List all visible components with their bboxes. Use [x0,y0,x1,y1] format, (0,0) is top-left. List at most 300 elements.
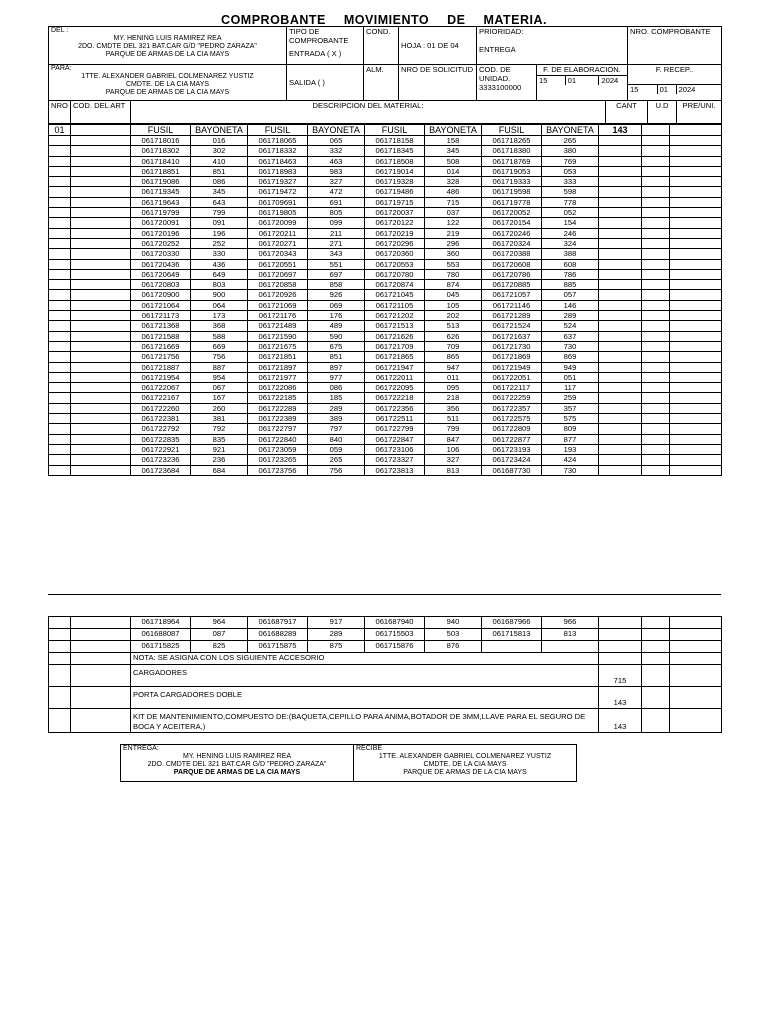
empty-cell [71,424,131,434]
empty-cell [642,331,670,341]
fusil-serial: 061721865 [365,352,425,362]
fusil-serial: 061722809 [482,424,542,434]
fusil-serial: 061722792 [131,424,191,434]
fusil-serial: 061723424 [482,455,542,465]
fusil-serial: 061720608 [482,259,542,269]
empty-cell [49,424,71,434]
bayoneta-serial: 524 [542,321,599,331]
para-line: 1TTE. ALEXANDER GABRIEL COLMENAREZ YUSTIZ [81,73,254,80]
bayoneta-serial: 684 [191,465,248,475]
empty-cell [49,249,71,259]
empty-cell [49,383,71,393]
table-row [49,259,722,269]
empty-cell [670,362,722,372]
empty-cell [71,269,131,279]
col-nro-label: NRO [49,101,71,123]
fusil-serial: 061718158 [365,136,425,146]
empty-cell [670,709,722,733]
f-recep-day: 15 [628,85,658,94]
fusil-serial: 061722357 [482,403,542,413]
cond-cell [364,27,399,65]
col-header-fusil: FUSIL [248,125,308,136]
bayoneta-serial: 389 [308,414,365,424]
entrega-label: ENTREGA: [123,745,159,752]
bayoneta-serial: 106 [425,444,482,454]
col-header-fusil: FUSIL [482,125,542,136]
empty-cell [642,146,670,156]
bayoneta-serial: 202 [425,311,482,321]
fusil-serial: 061723756 [248,465,308,475]
quantity-total: 143 [599,125,642,136]
empty-cell [71,125,131,136]
empty-cell [599,290,642,300]
empty-cell [599,424,642,434]
del-line: 2DO. CMDTE DEL 321 BAT.CAR G/D "PEDRO ZARAZA" [78,43,257,50]
empty-cell [642,424,670,434]
f-elab-year: 2024 [601,76,619,85]
col-ud-label: U.D [648,101,677,123]
empty-cell [642,249,670,259]
table-row [49,311,722,321]
table-row [49,249,722,259]
fusil-serial: 061719472 [248,187,308,197]
empty-cell [49,403,71,413]
bayoneta-serial: 730 [542,341,599,351]
bayoneta-serial: 756 [308,465,365,475]
fusil-serial: 061718016 [131,136,191,146]
empty-cell [670,300,722,310]
bayoneta-serial: 977 [308,372,365,382]
fusil-serial: 061721588 [131,331,191,341]
bayoneta-serial: 064 [191,300,248,310]
fusil-serial: 061720874 [365,280,425,290]
bayoneta-serial: 799 [425,424,482,434]
empty-cell [71,362,131,372]
bayoneta-serial: 954 [191,372,248,382]
empty-cell [642,208,670,218]
fusil-serial: 061720551 [248,259,308,269]
empty-cell [599,280,642,290]
empty-cell [599,197,642,207]
fusil-serial: 061718463 [248,156,308,166]
empty-cell [71,311,131,321]
empty-cell [599,362,642,372]
table-row [49,455,722,465]
bayoneta-serial: 154 [542,218,599,228]
empty-cell [49,218,71,228]
fusil-serial: 061721069 [248,300,308,310]
table-row [49,177,722,187]
bayoneta-serial: 053 [542,166,599,176]
empty-cell [49,300,71,310]
empty-cell [49,331,71,341]
table-row [49,641,722,653]
empty-cell [599,300,642,310]
bayoneta-serial: 865 [425,352,482,362]
bayoneta-serial: 327 [425,455,482,465]
empty-cell [49,280,71,290]
fusil-serial: 061720697 [248,269,308,279]
bayoneta-serial: 840 [308,434,365,444]
accessory-quantity: 143 [599,687,642,709]
entrega-line: 2DO. CMDTE DEL 321 BAT.CAR G/D "PEDRO ZARAZA" [147,761,327,768]
f-elab-month: 01 [566,76,600,85]
empty-cell [599,629,642,641]
empty-cell [49,629,71,641]
empty-cell [599,617,642,629]
empty-cell [670,341,722,351]
fusil-serial: 061718964 [131,617,191,629]
empty-cell [49,434,71,444]
bayoneta-serial: 949 [542,362,599,372]
del-line: PARQUE DE ARMAS DE LA CIA MAYS [105,51,230,58]
fusil-serial: 061722381 [131,414,191,424]
empty-cell [71,414,131,424]
fusil-serial: 061721709 [365,341,425,351]
table-row [49,166,722,176]
empty-cell [642,653,670,665]
cod-unidad-cell [477,65,537,101]
bayoneta-serial: 513 [425,321,482,331]
table-row [49,444,722,454]
bayoneta-serial: 900 [191,290,248,300]
fusil-serial: 061720052 [482,208,542,218]
empty-cell [642,383,670,393]
fusil-serial: 061718508 [365,156,425,166]
fusil-serial: 061719486 [365,187,425,197]
fusil-serial: 061718065 [248,136,308,146]
signature-table [120,744,577,782]
fusil-serial: 061718769 [482,156,542,166]
empty-cell [670,249,722,259]
continuation-body [49,617,722,733]
table-row [49,393,722,403]
fusil-serial: 061720252 [131,238,191,248]
table-row [49,208,722,218]
bayoneta-serial: 715 [425,197,482,207]
empty-cell [642,125,670,136]
empty-cell [71,187,131,197]
bayoneta-serial: 327 [308,177,365,187]
bayoneta-serial: 803 [191,280,248,290]
fusil-serial: 061722260 [131,403,191,413]
cod-unidad-label: COD. DE UNIDAD. [479,65,511,83]
prioridad-label: PRIORIDAD: [479,27,524,36]
bayoneta-serial: 851 [308,352,365,362]
empty-cell [670,629,722,641]
bayoneta-serial: 835 [191,434,248,444]
fusil-serial: 061715825 [131,641,191,653]
empty-cell [599,641,642,653]
bayoneta-serial: 876 [425,641,482,653]
fusil-serial: 061722259 [482,393,542,403]
empty-cell [49,269,71,279]
empty-cell [642,641,670,653]
fusil-serial: 061719053 [482,166,542,176]
empty-cell [71,372,131,382]
fusil-serial: 061688289 [248,629,308,641]
empty-cell [71,383,131,393]
bayoneta-serial [542,641,599,653]
empty-cell [599,208,642,218]
bayoneta-serial: 649 [191,269,248,279]
empty-cell [670,218,722,228]
fusil-serial: 061719805 [248,208,308,218]
empty-cell [71,617,131,629]
table-row [49,136,722,146]
empty-cell [670,136,722,146]
bayoneta-serial: 296 [425,238,482,248]
fusil-serial: 061721489 [248,321,308,331]
bayoneta-serial: 792 [191,424,248,434]
fusil-serial: 061720885 [482,280,542,290]
bayoneta-serial: 797 [308,424,365,434]
fusil-serial: 061722511 [365,414,425,424]
empty-cell [670,311,722,321]
bayoneta-serial: 067 [191,383,248,393]
bayoneta-serial: 503 [425,629,482,641]
fusil-serial: 061722835 [131,434,191,444]
accessory-quantity: 715 [599,665,642,687]
fusil-serial: 061723327 [365,455,425,465]
nro-comprobante-cell [628,27,722,65]
bayoneta-serial: 333 [542,177,599,187]
bayoneta-serial: 289 [542,311,599,321]
accessory-note: NOTA: SE ASIGNA CON LOS SIGUIENTE ACCESORIO [131,653,599,665]
bayoneta-serial: 780 [425,269,482,279]
empty-cell [49,341,71,351]
fusil-serial: 061715813 [482,629,542,641]
hoja-value: HOJA : 01 DE 04 [401,41,459,50]
bayoneta-serial: 756 [191,352,248,362]
bayoneta-serial: 511 [425,414,482,424]
empty-cell [599,321,642,331]
bayoneta-serial: 302 [191,146,248,156]
fusil-serial: 061720858 [248,280,308,290]
table-row [49,321,722,331]
bayoneta-serial: 265 [542,136,599,146]
fusil-serial: 061722067 [131,383,191,393]
bayoneta-serial: 709 [425,341,482,351]
bayoneta-serial: 966 [542,617,599,629]
f-recep-label: F. RECEP.. [655,65,694,74]
col-header-fusil: FUSIL [131,125,191,136]
bayoneta-serial: 489 [308,321,365,331]
fusil-serial: 061720037 [365,208,425,218]
bayoneta-serial: 691 [308,197,365,207]
empty-cell [599,177,642,187]
bayoneta-serial: 637 [542,331,599,341]
fusil-serial: 061722840 [248,434,308,444]
fusil-serial: 061720219 [365,228,425,238]
fusil-serial: 061721669 [131,341,191,351]
bayoneta-serial: 590 [308,331,365,341]
bayoneta-serial: 675 [308,341,365,351]
entrega-cell [121,745,354,782]
empty-cell [599,156,642,166]
empty-cell [642,156,670,166]
bayoneta-serial: 260 [191,403,248,413]
bayoneta-serial: 086 [191,177,248,187]
bayoneta-serial: 117 [542,383,599,393]
fusil-serial: 061688087 [131,629,191,641]
para-line: CMDTE. DE LA CIA MAYS [125,81,210,88]
bayoneta-serial: 575 [542,414,599,424]
fusil-serial: 061687730 [482,465,542,475]
recibe-line: 1TTE. ALEXANDER GABRIEL COLMENAREZ YUSTIZ [378,753,552,760]
fusil-serial: 061722095 [365,383,425,393]
empty-cell [71,434,131,444]
empty-cell [49,709,71,733]
empty-cell [71,341,131,351]
bayoneta-serial: 218 [425,393,482,403]
fusil-serial: 061715875 [248,641,308,653]
fusil-serial: 061720803 [131,280,191,290]
empty-cell [71,687,131,709]
empty-cell [71,197,131,207]
empty-cell [71,331,131,341]
empty-cell [71,156,131,166]
fusil-serial: 061719715 [365,197,425,207]
table-row [49,414,722,424]
bayoneta-serial: 875 [308,641,365,653]
fusil-serial: 061721954 [131,372,191,382]
f-elab-date [537,75,627,85]
table-row [49,238,722,248]
table-row [49,146,722,156]
bayoneta-serial: 185 [308,393,365,403]
empty-cell [49,372,71,382]
empty-cell [670,372,722,382]
table-row [49,228,722,238]
empty-cell [670,166,722,176]
table-row [49,465,722,475]
col-header-bayoneta: BAYONETA [308,125,365,136]
bayoneta-serial: 289 [308,403,365,413]
empty-cell [71,177,131,187]
bayoneta-serial: 626 [425,331,482,341]
bayoneta-serial: 330 [191,249,248,259]
nota-row [49,653,722,665]
empty-cell [49,414,71,424]
table-row [49,156,722,166]
fusil-serial: 061718851 [131,166,191,176]
table-row [49,383,722,393]
fusil-serial: 061719014 [365,166,425,176]
empty-cell [71,136,131,146]
empty-cell [49,687,71,709]
fusil-serial: 061720388 [482,249,542,259]
fusil-serial: 061723193 [482,444,542,454]
empty-cell [642,617,670,629]
accessory-row [49,665,722,687]
bayoneta-serial: 065 [308,136,365,146]
prioridad-cell [477,27,628,65]
fusil-serial: 061723236 [131,455,191,465]
empty-cell [71,641,131,653]
empty-cell [71,455,131,465]
fusil-serial: 061721869 [482,352,542,362]
bayoneta-serial: 014 [425,166,482,176]
entrega-line: PARQUE DE ARMAS DE LA CIA MAYS [173,769,301,776]
table-row [49,352,722,362]
empty-cell [49,617,71,629]
fusil-serial: 061721057 [482,290,542,300]
empty-cell [71,166,131,176]
table-row [49,434,722,444]
table-row [49,629,722,641]
fusil-serial: 061721949 [482,362,542,372]
bayoneta-serial: 588 [191,331,248,341]
fusil-serial: 061722921 [131,444,191,454]
del-cell [49,27,287,65]
bayoneta-serial: 508 [425,156,482,166]
empty-cell [670,156,722,166]
continuation-table [48,616,722,733]
empty-cell [670,331,722,341]
f-elab-day: 15 [537,76,566,85]
empty-cell [71,465,131,475]
empty-cell [642,280,670,290]
empty-cell [670,455,722,465]
bayoneta-serial: 057 [542,290,599,300]
recibe-label: RECIBE [356,745,383,752]
empty-cell [71,218,131,228]
fusil-serial: 061720324 [482,238,542,248]
empty-cell [642,414,670,424]
empty-cell [599,393,642,403]
empty-cell [71,290,131,300]
fusil-serial: 061721202 [365,311,425,321]
bayoneta-serial: 424 [542,455,599,465]
fusil-serial: 061720436 [131,259,191,269]
col-header-bayoneta: BAYONETA [542,125,599,136]
empty-cell [642,444,670,454]
bayoneta-serial: 356 [425,403,482,413]
empty-cell [71,300,131,310]
accessory-row [49,709,722,733]
bayoneta-serial: 368 [191,321,248,331]
empty-cell [49,146,71,156]
bayoneta-serial: 851 [191,166,248,176]
fusil-serial: 061721590 [248,331,308,341]
bayoneta-serial: 786 [542,269,599,279]
fusil-serial: 061720360 [365,249,425,259]
empty-cell [599,455,642,465]
fusil-serial: 061718265 [482,136,542,146]
bayoneta-serial: 598 [542,187,599,197]
bayoneta-serial: 259 [542,393,599,403]
empty-cell [642,166,670,176]
empty-cell [670,238,722,248]
f-recep-month: 01 [658,85,677,94]
fusil-serial: 061721897 [248,362,308,372]
fusil-serial: 061721368 [131,321,191,331]
bayoneta-serial: 643 [191,197,248,207]
bayoneta-serial: 332 [308,146,365,156]
empty-cell [670,125,722,136]
bayoneta-serial: 246 [542,228,599,238]
empty-cell [642,687,670,709]
table-row [49,403,722,413]
f-elab-label: F. DE ELABORACION. [543,65,621,74]
empty-cell [670,321,722,331]
bayoneta-serial: 381 [191,414,248,424]
grid-body [49,125,722,476]
del-line: MY. HENING LUIS RAMIREZ REA [113,35,222,42]
fusil-serial [482,641,542,653]
fusil-serial: 061718983 [248,166,308,176]
